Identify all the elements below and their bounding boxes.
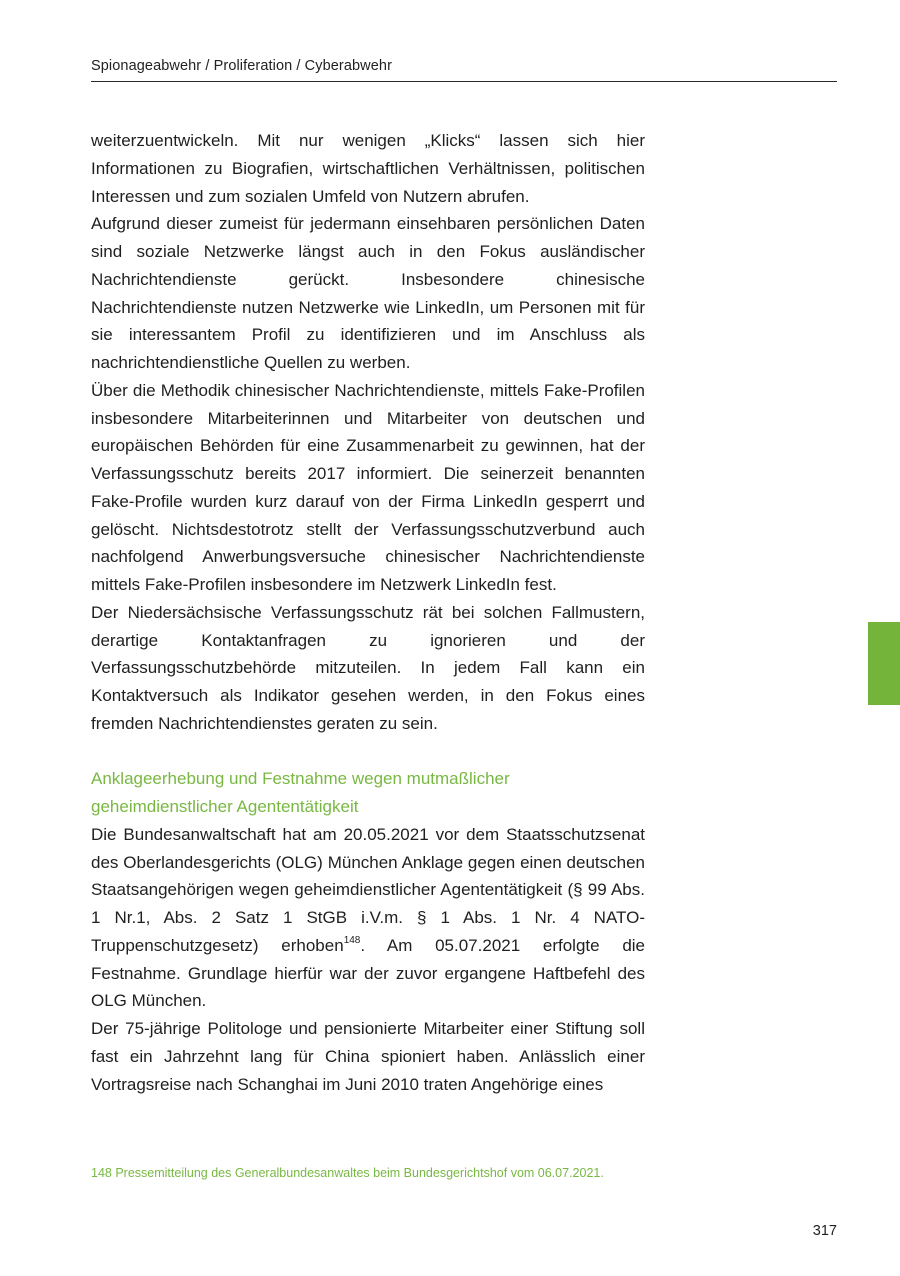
paragraph: Aufgrund dieser zumeist für jedermann einsehbaren persönlichen Daten sind soziale Netzwerke längst auch in den Fokus ausländischer Nachrichtendienste gerückt. Insbesondere chinesische Nachrichtendienste nutzen Netzwerke wie LinkedIn, um Personen mit für sie interessantem Profil zu identifizieren und im Anschluss als nachrichtendienstliche Quellen zu werben.: [91, 214, 645, 372]
header-rule: [91, 81, 837, 82]
chapter-tab-marker: [868, 622, 900, 705]
running-header: Spionageabwehr / Proliferation / Cyberabwehr: [91, 58, 393, 74]
section-heading: Anklageerhebung und Festnahme wegen mutmaßlicher geheimdienstlicher Agententätigkeit: [91, 769, 510, 816]
page-number: 317: [812, 1223, 837, 1239]
paragraph: Der 75-jährige Politologe und pensionierte Mitarbeiter einer Stiftung soll fast ein Jahrzehnt lang für China spioniert haben. Anlässlich einer Vortragsreise nach Schanghai im Juni 2010 traten Angehörige eines: [91, 1019, 645, 1094]
paragraph-text: . Am 05.07.2021 erfolgte die Festnahme. Grundlage hierfür war der zuvor ergangene Haftbefehl des OLG München.: [91, 935, 645, 1011]
footnote: 148 Pressemitteilung des Generalbundesanwaltes beim Bundesgerichtshof vom 06.07.2021.: [91, 1166, 604, 1180]
paragraph: weiterzuentwickeln. Mit nur wenigen „Klicks“ lassen sich hier Informationen zu Biografien, wirtschaftlichen Verhältnissen, politischen Interessen und zum sozialen Umfeld von Nutzern abrufen.: [91, 131, 645, 206]
footnote-reference[interactable]: 148: [343, 935, 361, 947]
paragraph: [91, 821, 645, 1015]
body-text: [91, 127, 645, 1098]
paragraph: Der Niedersächsische Verfassungsschutz rät bei solchen Fallmustern, derartige Kontaktanfragen zu ignorieren und der Verfassungsschutzbehörde mitzuteilen. In jedem Fall kann ein Kontaktversuch als Indikator gesehen werden, in den Fokus eines fremden Nachrichtendienstes geraten zu sein.: [91, 602, 645, 733]
paragraph: Über die Methodik chinesischer Nachrichtendienste, mittels Fake-Profilen insbesondere Mitarbeiterinnen und Mitarbeiter von deutschen und europäischen Behörden für eine Zusammenarbeit zu gewinnen, hat der Verfassungsschutz bereits 2017 informiert. Die seinerzeit benannten Fake-Profile wurden kurz darauf von der Firma LinkedIn gesperrt und gelöscht. Nichtsdestotrotz stellt der Verfassungsschutzverbund auch nachfolgend Anwerbungsversuche chinesischer Nachrichtendienste mittels Fake-Profilen insbesondere im Netzwerk LinkedIn fest.: [91, 380, 645, 594]
paragraph-text: Die Bundesanwaltschaft hat am 20.05.2021 vor dem Staatsschutzsenat des Oberlandesgerichts (OLG) München Anklage gegen einen deutschen Staatsangehörigen wegen geheimdienstlicher Agententätigkeit (§ 99 Abs. 1 Nr.1, Abs. 2 Satz 1 StGB i.V.m. § 1 Abs. 1 Nr. 4 NATO-Truppenschutzgesetz) erhoben: [91, 824, 645, 955]
